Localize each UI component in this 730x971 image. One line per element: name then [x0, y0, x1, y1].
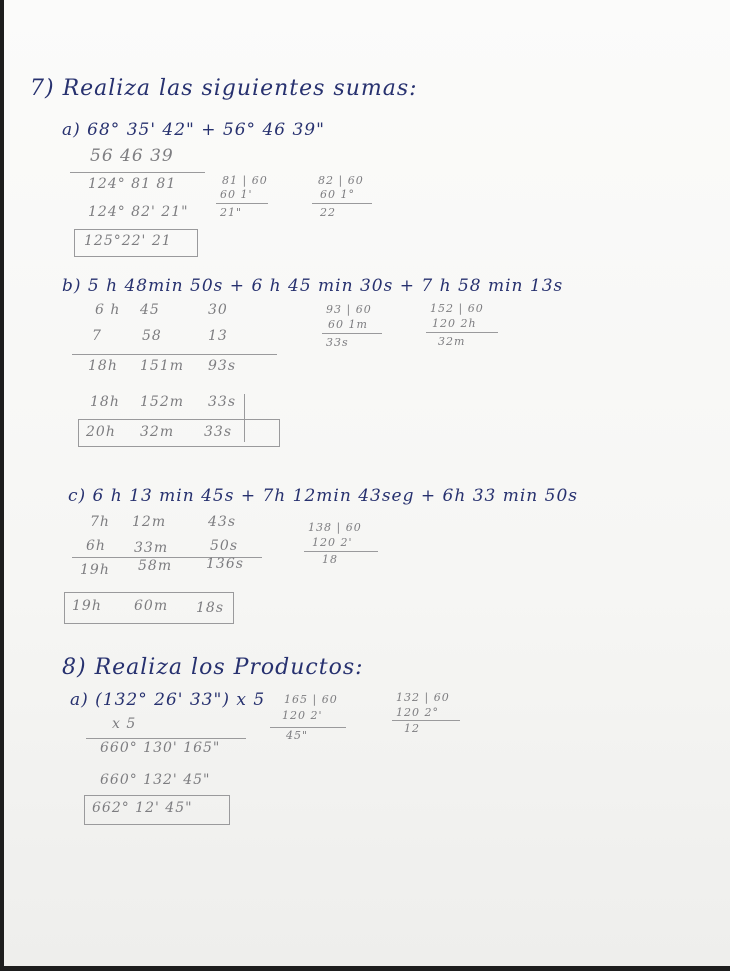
- problem-7b-result-s: 33s: [204, 424, 232, 440]
- problem-7a-div1-mid: 60 1': [220, 188, 253, 201]
- problem-8a-div1-line: [270, 727, 346, 728]
- problem-7c-row1-m: 12m: [132, 514, 167, 530]
- problem-7b-div1-top: 93 | 60: [326, 303, 372, 316]
- problem-7b-adjusted-m: 152m: [140, 394, 184, 410]
- problem-7b-row1-h: 6 h: [95, 302, 121, 318]
- problem-7a-row2: 56 46 39: [90, 146, 174, 166]
- problem-7b-result-m: 32m: [140, 424, 175, 440]
- page-left-edge: [0, 0, 4, 971]
- problem-7a-div2-rem: 22: [320, 206, 336, 219]
- problem-7c-div1-line: [304, 551, 378, 552]
- problem-7b-sum-h: 18h: [88, 358, 118, 374]
- problem-7b: b) 5 h 48min 50s + 6 h 45 min 30s + 7 h 58 min 13s: [62, 276, 564, 296]
- problem-7a-sum-line: [70, 172, 205, 173]
- problem-7c-row2-m: 33m: [134, 540, 169, 556]
- problem-7c-row1-h: 7h: [90, 514, 110, 530]
- problem-7b-row2-h: 7: [92, 328, 102, 344]
- problem-7b-div1-mid: 60 1m: [328, 318, 368, 331]
- problem-8a-div2-line: [392, 720, 460, 721]
- problem-7c-div1-rem: 18: [322, 553, 338, 566]
- problem-7b-div2-line: [426, 332, 498, 333]
- problem-7a-adjusted: 124° 82' 21": [88, 204, 189, 220]
- problem-7c-sum-h: 19h: [80, 562, 110, 578]
- problem-7a-div1-line: [216, 203, 268, 204]
- problem-7a-sum: 124° 81 81: [88, 176, 177, 192]
- problem-7c-sum-m: 58m: [138, 558, 173, 574]
- problem-7a-div2-top: 82 | 60: [318, 174, 364, 187]
- problem-8a-adjusted: 660° 132' 45": [100, 772, 211, 788]
- problem-7c-result-m: 60m: [134, 598, 169, 614]
- problem-8a-product: 660° 130' 165": [100, 740, 221, 756]
- problem-7c-div1-top: 138 | 60: [308, 521, 362, 534]
- problem-7b-adjusted-s: 33s: [208, 394, 236, 410]
- problem-7c-row2-h: 6h: [86, 538, 106, 554]
- section-7-heading: 7) Realiza las siguientes sumas:: [30, 76, 418, 101]
- problem-8a-result: 662° 12' 45": [92, 800, 193, 816]
- problem-8a-multiplier: x 5: [112, 716, 137, 732]
- problem-7b-div1-rem: 33s: [326, 336, 349, 349]
- problem-7b-div2-mid: 120 2h: [432, 317, 477, 330]
- problem-7b-div1-line: [322, 333, 382, 334]
- problem-7b-row2-s: 13: [208, 328, 228, 344]
- problem-7c-sum-s: 136s: [206, 556, 244, 572]
- problem-7b-row2-m: 58: [142, 328, 162, 344]
- problem-7b-result-h: 20h: [86, 424, 116, 440]
- problem-8a-div1-top: 165 | 60: [284, 693, 338, 706]
- problem-7b-div2-top: 152 | 60: [430, 302, 484, 315]
- problem-7a-result: 125°22' 21: [84, 233, 172, 249]
- problem-7c-row1-s: 43s: [208, 514, 236, 530]
- problem-8a-div2-mid: 120 2°: [396, 706, 439, 719]
- problem-7b-sum-m: 151m: [140, 358, 184, 374]
- problem-7a-div2-mid: 60 1°: [320, 188, 355, 201]
- problem-8a-div1-mid: 120 2': [282, 709, 323, 722]
- page-bottom-edge: [0, 966, 730, 971]
- problem-7a-div1-rem: 21": [220, 206, 243, 219]
- problem-8a-product-line: [86, 738, 246, 739]
- problem-7b-row1-s: 30: [208, 302, 228, 318]
- problem-8a-div1-rem: 45": [286, 729, 309, 742]
- problem-7b-sum-line: [72, 354, 277, 355]
- problem-7c-row2-s: 50s: [210, 538, 238, 554]
- section-8-heading: 8) Realiza los Productos:: [62, 655, 364, 680]
- problem-7b-adjusted-h: 18h: [90, 394, 120, 410]
- problem-7a-div1-top: 81 | 60: [222, 174, 268, 187]
- problem-8a-div2-top: 132 | 60: [396, 691, 450, 704]
- problem-7b-row1-m: 45: [140, 302, 160, 318]
- problem-7c-div1-mid: 120 2': [312, 536, 353, 549]
- problem-7b-sum-s: 93s: [208, 358, 236, 374]
- problem-7c: c) 6 h 13 min 45s + 7h 12min 43seg + 6h 33 min 50s: [68, 486, 579, 506]
- problem-7c-result-h: 19h: [72, 598, 102, 614]
- problem-7a: a) 68° 35' 42" + 56° 46 39": [62, 120, 325, 140]
- problem-8a: a) (132° 26' 33") x 5: [70, 690, 266, 710]
- problem-8a-div2-rem: 12: [404, 722, 420, 735]
- problem-7a-div2-line: [312, 203, 372, 204]
- problem-7b-div2-rem: 32m: [438, 335, 466, 348]
- problem-7c-result-s: 18s: [196, 600, 224, 616]
